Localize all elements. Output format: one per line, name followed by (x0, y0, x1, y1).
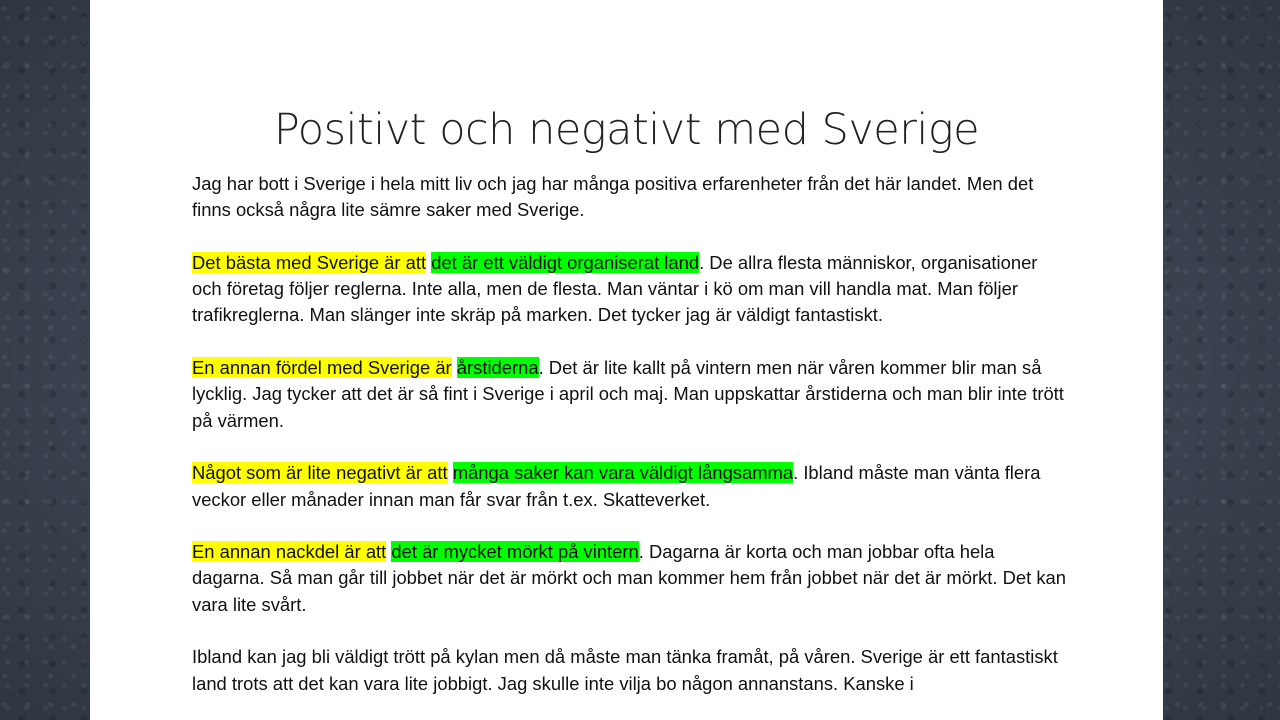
slide-title: Positivt och negativt med Sverige (273, 105, 980, 155)
highlight-yellow: Det bästa med Sverige är att (192, 251, 427, 273)
paragraph-text: . Ibland måste man vänta flera veckor eller månader innan man får svar från t.ex. Skatteverket. (192, 462, 1041, 510)
highlight-green: många saker kan vara väldigt långsamma (452, 462, 794, 484)
slide-body (192, 171, 1072, 720)
paragraph-text: . De allra flesta människor, organisationer och företag följer reglerna. Inte alla, men de flesta. Man väntar i kö om man vill handla mat. Man följer trafikreglerna. Man slänger inte skräp på marken. Det tycker jag är väldigt fantastiskt. (192, 251, 1038, 326)
paragraph-dark (192, 539, 1072, 618)
highlight-green: årstiderna (456, 357, 539, 379)
paragraph-text: . Det är lite kallt på vintern men när våren kommer blir man så lycklig. Jag tycker att det är så fint i Sverige i april och maj. Man uppskattar årstiderna och man blir inte trött på värmen. (192, 357, 1064, 431)
paragraph-slow (192, 460, 1072, 513)
slide (90, 0, 1163, 720)
highlight-yellow: Något som är lite negativt är att (192, 462, 448, 484)
highlight-yellow: En annan nackdel är att (192, 541, 387, 563)
paragraph-seasons (192, 355, 1072, 434)
highlight-yellow: En annan fördel med Sverige är (192, 357, 452, 379)
intro-paragraph: Jag har bott i Sverige i hela mitt liv och jag har många positiva erfarenheter från det här landet. Men det finns också några lite sämre saker med Sverige. (192, 173, 1034, 221)
paragraph-organised (192, 250, 1072, 329)
conclusion-paragraph: Ibland kan jag bli väldigt trött på kylan men då måste man tänka framåt, på våren. Sverige är ett fantastiskt land trots att det kan vara lite jobbigt. Jag skulle inte vilja bo någon annanstans. Kanske i (192, 646, 1058, 694)
paragraph-text: . Dagarna är korta och man jobbar ofta hela dagarna. Så man går till jobbet när det är mörkt och man kommer hem från jobbet när det är mörkt. Det kan vara lite svårt. (192, 541, 1066, 615)
highlight-green: det är ett väldigt organiserat land (431, 251, 700, 273)
highlight-green: det är mycket mörkt på vintern (391, 541, 639, 563)
